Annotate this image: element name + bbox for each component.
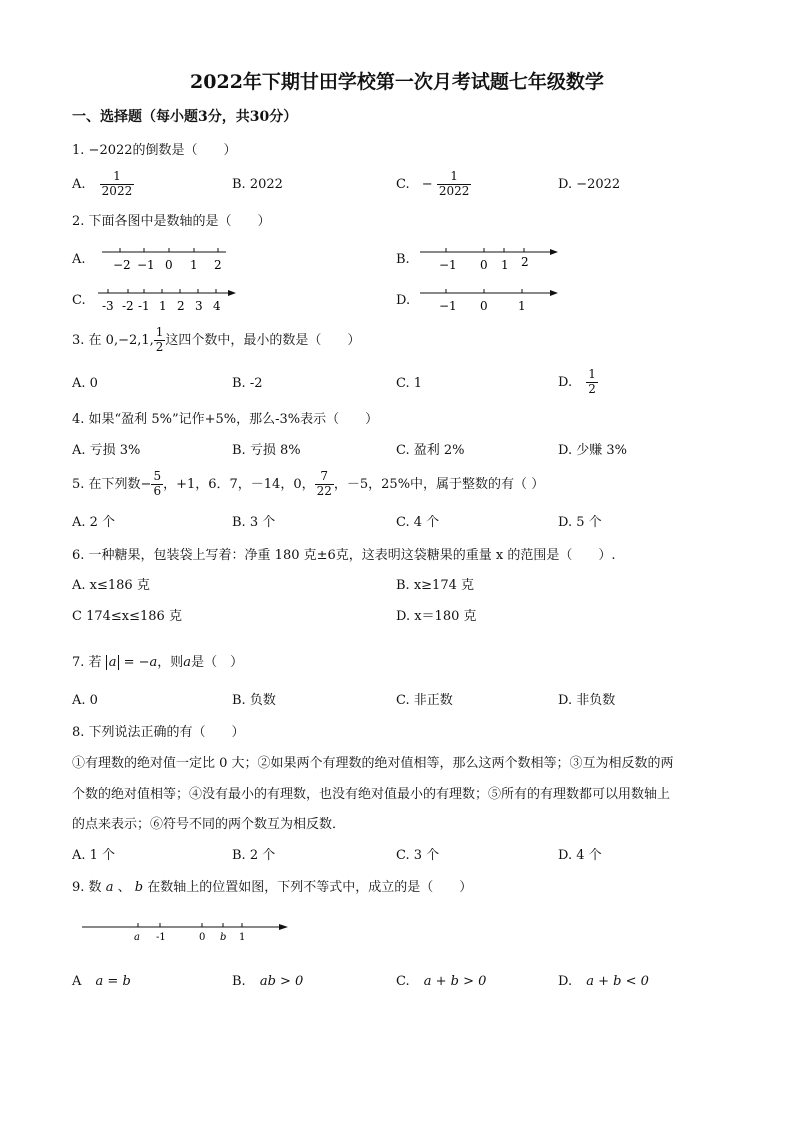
section-heading: 一、选择题（每小题3分，共30分） xyxy=(72,109,298,125)
variable: b xyxy=(134,880,144,895)
numerator: 5 xyxy=(153,469,162,483)
question-8-stem: 8. 下列说法正确的有（ ） xyxy=(72,725,245,740)
q7-option-b[interactable]: B. 负数 xyxy=(232,693,276,708)
q3-option-b[interactable]: B. -2 xyxy=(232,376,263,391)
tick-label: -1 xyxy=(138,299,150,313)
q3-text: 这四个数中，最小的数是（ ） xyxy=(165,332,361,348)
q4-option-d[interactable]: D. 少赚 3% xyxy=(558,443,627,458)
minus-sign: − xyxy=(421,176,433,192)
q1-option-c[interactable] xyxy=(396,170,471,199)
fraction xyxy=(437,170,472,199)
q9-option-c[interactable] xyxy=(396,975,486,988)
q3-text: 3. 在 0,−2,1, xyxy=(72,332,154,348)
denominator: 2 xyxy=(155,339,164,354)
q8-statement-line: 个数的绝对值相等；④没有最小的有理数，也没有绝对值最小的有理数；⑤所有的有理数都可以用数轴上 xyxy=(72,787,671,802)
numerator: 7 xyxy=(320,469,329,483)
inequality: a + b > 0 xyxy=(423,974,487,989)
fraction xyxy=(586,368,598,397)
option-label: B. xyxy=(232,974,246,989)
q8-option-c[interactable]: C. 3 个 xyxy=(396,848,440,863)
question-5-stem xyxy=(72,470,544,499)
q9-text: 、 xyxy=(117,880,131,895)
q5-text: 5. 在下列数− xyxy=(72,476,152,492)
absolute-value-expression: a xyxy=(106,655,120,670)
denominator: 2022 xyxy=(101,183,133,198)
q1-value: −2022 xyxy=(88,143,133,158)
q6-option-c[interactable]: C 174≤x≤186 克 xyxy=(72,609,182,624)
q9-text: 在数轴上的位置如图，下列不等式中，成立的是（ ） xyxy=(147,880,473,895)
q7-option-d[interactable]: D. 非负数 xyxy=(558,693,616,708)
q3-option-c[interactable]: C. 1 xyxy=(396,376,423,391)
option-label: D. xyxy=(558,974,573,989)
arrow-head xyxy=(550,290,558,296)
q8-statement-line: 的点来表示；⑥符号不同的两个数互为相反数． xyxy=(72,817,346,832)
option-label: C. xyxy=(396,176,410,192)
tick-label: 1 xyxy=(159,299,167,313)
variable: a xyxy=(149,655,158,670)
q8-option-a[interactable]: A. 1 个 xyxy=(72,848,116,863)
q5-text: ，+1，6．7，－14，0， xyxy=(163,476,315,492)
tick-label: 2 xyxy=(521,255,529,269)
numerator: 1 xyxy=(450,169,458,183)
denominator: 22 xyxy=(316,483,332,498)
tick-label: −1 xyxy=(439,258,457,272)
q1-number: 1. xyxy=(72,143,85,158)
q8-option-d[interactable]: D. 4 个 xyxy=(558,848,602,863)
tick-label: -2 xyxy=(122,299,134,313)
q5-text: ，－5，25%中，属于整数的有（ ） xyxy=(333,476,545,492)
question-7-stem xyxy=(72,656,243,669)
tick-label: −2 xyxy=(113,258,131,272)
question-4-stem: 4. 如果“盈利 5%”记作+5%，那么-3%表示（ ） xyxy=(72,412,379,427)
q2-option-a-label[interactable]: A. xyxy=(72,252,86,267)
q7-text: 7. 若 xyxy=(72,655,102,670)
q9-option-b[interactable] xyxy=(232,975,303,988)
q5-option-c[interactable]: C. 4 个 xyxy=(396,515,440,530)
arrow-head xyxy=(279,924,288,930)
tick-label: 0 xyxy=(480,299,488,313)
inequality: a + b < 0 xyxy=(586,974,649,989)
tick-label: 1 xyxy=(501,258,509,272)
arrow-head xyxy=(228,290,236,296)
q4-option-b[interactable]: B. 亏损 8% xyxy=(232,443,301,458)
q4-option-a[interactable]: A. 亏损 3% xyxy=(72,443,141,458)
tick-label: -3 xyxy=(102,299,114,313)
option-label: A xyxy=(72,974,82,989)
denominator: 2 xyxy=(588,381,596,396)
q6-option-b[interactable]: B. x≥174 克 xyxy=(396,578,474,593)
page-title: 2022年下期甘田学校第一次月考试题七年级数学 xyxy=(190,71,604,93)
tick-label: 0 xyxy=(165,258,173,272)
fraction xyxy=(315,470,334,499)
q9-option-a[interactable] xyxy=(72,975,131,988)
inequality: a = b xyxy=(95,974,131,989)
fraction xyxy=(100,170,135,199)
tick-label: 0 xyxy=(480,258,488,272)
tick-label: 1 xyxy=(239,932,246,943)
q1-text: 的倒数是（ ） xyxy=(132,143,237,158)
tick-label: −1 xyxy=(137,258,155,272)
q6-option-a[interactable]: A. x≤186 克 xyxy=(72,578,150,593)
tick-label: 0 xyxy=(199,932,206,943)
q9-text: 9. 数 xyxy=(72,880,102,895)
point-label: b xyxy=(220,932,227,943)
variable: a xyxy=(105,880,114,895)
q3-option-a[interactable]: A. 0 xyxy=(72,376,98,391)
q2-option-b-number-line xyxy=(418,245,563,275)
q7-text: = − xyxy=(119,655,150,670)
q4-option-c[interactable]: C. 盈利 2% xyxy=(396,443,465,458)
question-3-stem xyxy=(72,326,360,355)
question-6-stem: 6. 一种糖果，包装袋上写着：净重 180 克±6克，这表明这袋糖果的重量 x 的范围是（ ）. xyxy=(72,548,616,563)
q9-number-line xyxy=(80,919,295,945)
q2-option-d-number-line xyxy=(418,286,563,316)
q2-option-c-number-line xyxy=(96,286,241,316)
q7-option-a[interactable]: A. 0 xyxy=(72,693,98,708)
q7-option-c[interactable]: C. 非正数 xyxy=(396,693,453,708)
q8-statement-line: ①有理数的绝对值一定比 0 大；②如果两个有理数的绝对值相等，那么这两个数相等；③互为相反数的两 xyxy=(72,756,674,771)
q5-option-a[interactable]: A. 2 个 xyxy=(72,515,116,530)
tick-label: 1 xyxy=(518,299,526,313)
denominator: 6 xyxy=(153,483,162,498)
q7-text: 是（ ） xyxy=(191,655,244,670)
q1-option-a[interactable] xyxy=(72,170,134,199)
numerator: 1 xyxy=(113,169,121,183)
tick-label: 4 xyxy=(213,299,221,313)
denominator: 2022 xyxy=(438,183,470,198)
tick-label: −1 xyxy=(439,299,457,313)
q1-option-d[interactable]: D. −2022 xyxy=(558,177,621,192)
q9-option-d[interactable] xyxy=(558,975,649,988)
question-2-stem: 2. 下面各图中是数轴的是（ ） xyxy=(72,214,271,229)
arrow-head xyxy=(550,249,558,255)
q6-option-d[interactable]: D. x＝180 克 xyxy=(396,609,477,624)
fraction xyxy=(151,470,163,499)
option-label: D. xyxy=(558,374,573,390)
numerator: 1 xyxy=(588,367,596,381)
q8-option-b[interactable]: B. 2 个 xyxy=(232,848,276,863)
tick-label: 2 xyxy=(177,299,185,313)
q2-option-c-label[interactable]: C. xyxy=(72,293,86,308)
ticks xyxy=(120,248,218,252)
q3-option-d[interactable] xyxy=(558,368,598,397)
q5-option-b[interactable]: B. 3 个 xyxy=(232,515,276,530)
point-label: a xyxy=(134,932,140,943)
option-label: C. xyxy=(396,974,410,989)
q5-option-d[interactable]: D. 5 个 xyxy=(558,515,602,530)
question-1-stem xyxy=(72,144,237,157)
q2-option-a-number-line xyxy=(98,245,238,275)
variable: a xyxy=(183,655,192,670)
numerator: 1 xyxy=(155,325,164,339)
q2-option-d-label[interactable]: D. xyxy=(396,293,411,308)
tick-label: 2 xyxy=(214,258,222,272)
tick-label: 1 xyxy=(190,258,198,272)
fraction xyxy=(154,326,166,355)
question-9-stem xyxy=(72,881,472,894)
tick-label: -1 xyxy=(156,932,166,943)
q1-option-b[interactable]: B. 2022 xyxy=(232,177,283,192)
option-label: A. xyxy=(72,176,86,192)
q2-option-b-label[interactable]: B. xyxy=(396,252,410,267)
tick-label: 3 xyxy=(195,299,203,313)
inequality: ab > 0 xyxy=(259,974,304,989)
q7-text: ，则 xyxy=(157,655,184,670)
